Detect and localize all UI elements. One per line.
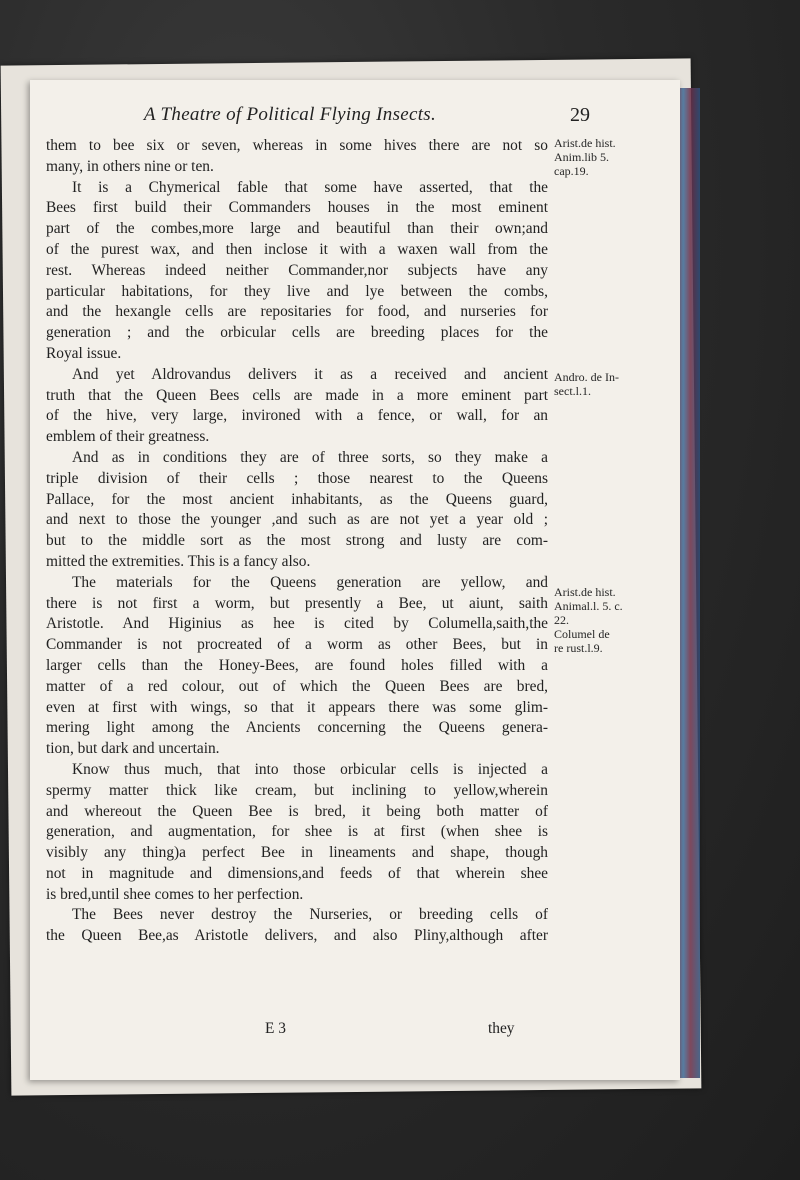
text-line: Pallace, for the most ancient inhabitants, as the Queens guard, bbox=[46, 490, 548, 508]
text-line: tion, but dark and uncertain. bbox=[46, 740, 220, 758]
margin-note-line: Arist.de hist. bbox=[554, 136, 616, 150]
text-line: The materials for the Queens generation are yellow, and bbox=[72, 573, 548, 591]
text-line: Aristotle. And Higinius as hee is cited by Columella,saith,the bbox=[46, 615, 548, 633]
text-line: emblem of their greatness. bbox=[46, 428, 210, 446]
margin-note-line: cap.19. bbox=[554, 164, 589, 178]
margin-note-line: Columel de bbox=[554, 627, 610, 641]
text-line: not in magnitude and dimensions,and feeds of that wherein shee bbox=[46, 864, 548, 882]
margin-note bbox=[554, 585, 678, 655]
text-line: and the hexangle cells are repositaries for food, and nurseries for bbox=[46, 303, 548, 321]
text-line: of the purest wax, and then inclose it with a waxen wall from the bbox=[46, 240, 548, 258]
text-line: spermy matter thick like cream, but inclining to yellow,wherein bbox=[46, 781, 548, 799]
text-line: generation, and augmentation, for shee is at first (when shee is bbox=[46, 823, 548, 841]
text-line: larger cells than the Honey-Bees, are found holes filled with a bbox=[46, 656, 548, 674]
text-line: mitted the extremities. This is a fancy also. bbox=[46, 552, 311, 570]
text-line: matter of a red colour, out of which the Queen Bees are bred, bbox=[46, 677, 548, 695]
margin-note-line: Animal.l. 5. c. bbox=[554, 599, 623, 613]
text-line: triple division of their cells ; those nearest to the Queens bbox=[46, 469, 548, 487]
text-line: but to the middle sort as the most strong and lusty are com- bbox=[46, 532, 548, 550]
running-title: A Theatre of Political Flying Insects. bbox=[143, 104, 437, 125]
book-page bbox=[30, 80, 680, 1080]
text-line: there is not first a worm, but presently a Bee, ut aiunt, saith bbox=[46, 594, 548, 612]
margin-note-line: 22. bbox=[554, 613, 569, 627]
page-header bbox=[30, 104, 680, 134]
text-line: particular habitations, for they live and lye between the combs, bbox=[46, 282, 548, 300]
text-line: And as in conditions they are of three sorts, so they make a bbox=[72, 448, 548, 466]
margin-note bbox=[554, 370, 678, 398]
margin-note-line: Anim.lib 5. bbox=[554, 150, 610, 164]
margin-note-line: Andro. de In- bbox=[554, 370, 619, 384]
margin-note-line: re rust.l.9. bbox=[554, 641, 603, 655]
text-line: and whereout the Queen Bee is bred, it being both matter of bbox=[46, 802, 548, 820]
text-line: Royal issue. bbox=[46, 344, 122, 362]
catchword: they bbox=[488, 1020, 515, 1037]
page-number: 29 bbox=[570, 104, 590, 126]
signature-mark: E 3 bbox=[265, 1020, 286, 1037]
text-line: visibly any thing)a perfect Bee in lineaments and shape, though bbox=[46, 844, 548, 862]
text-line: and next to those the younger ,and such as are not yet a year old ; bbox=[46, 511, 548, 529]
body-text bbox=[46, 136, 548, 947]
text-line: part of the combes,more large and beautiful than their own;and bbox=[46, 220, 548, 238]
text-line: Commander is not procreated of a worm as other Bees, but in bbox=[46, 636, 548, 654]
margin-note bbox=[554, 136, 678, 178]
text-line: is bred,until shee comes to her perfection. bbox=[46, 885, 304, 903]
text-line: rest. Whereas indeed neither Commander,nor subjects have any bbox=[46, 261, 548, 279]
text-line: even at first with wings, so that it appears there was some glim- bbox=[46, 698, 548, 716]
page-footer bbox=[30, 1020, 680, 1044]
text-line: Bees first build their Commanders houses in the most eminent bbox=[46, 199, 548, 217]
text-line: The Bees never destroy the Nurseries, or breeding cells of bbox=[72, 906, 548, 924]
text-line: them to bee six or seven, whereas in some hives there are not so bbox=[46, 137, 548, 154]
text-line: It is a Chymerical fable that some have asserted, that the bbox=[72, 178, 548, 196]
text-line: the Queen Bee,as Aristotle delivers, and also Pliny,although after bbox=[46, 927, 548, 945]
text-line: of the hive, very large, invironed with a fence, or wall, for an bbox=[46, 407, 548, 425]
text-line: And yet Aldrovandus delivers it as a received and ancient bbox=[72, 365, 548, 383]
text-line: mering light among the Ancients concerning the Queens genera- bbox=[46, 719, 548, 737]
text-line: many, in others nine or ten. bbox=[46, 157, 214, 175]
margin-note-line: Arist.de hist. bbox=[554, 585, 616, 599]
text-line: truth that the Queen Bees cells are made in a more eminent part bbox=[46, 386, 548, 404]
margin-note-line: sect.l.1. bbox=[554, 384, 591, 398]
text-line: generation ; and the orbicular cells are breeding places for the bbox=[46, 324, 548, 342]
text-line: Know thus much, that into those orbicular cells is injected a bbox=[72, 760, 548, 778]
